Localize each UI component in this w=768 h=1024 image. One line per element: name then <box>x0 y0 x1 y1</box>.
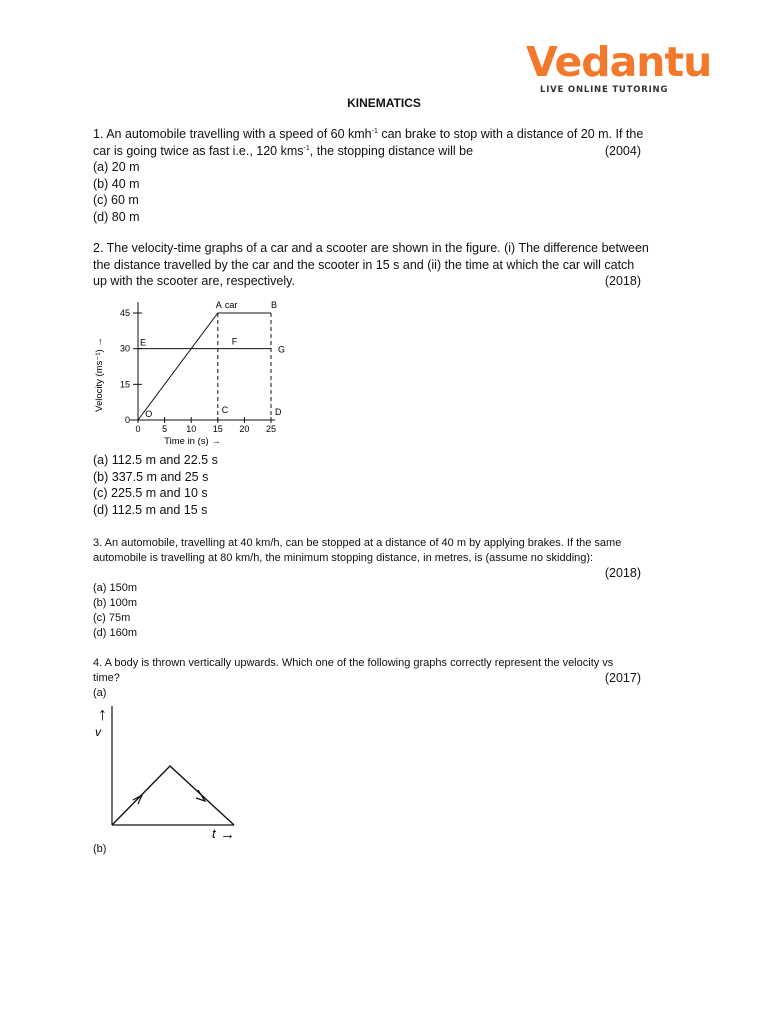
question-2 <box>93 240 683 290</box>
chart-point-label-O: O <box>145 409 153 419</box>
chart-point-label-E: E <box>140 337 147 348</box>
q3-option-b: (b) 100m <box>93 597 138 609</box>
q4-label-b: (b) <box>93 843 107 855</box>
chart-point-label-G: G <box>278 344 286 355</box>
logo-tagline: LIVE ONLINE TUTORING <box>540 85 669 95</box>
q3-line-1: 3. An automobile, travelling at 40 km/h, can be stopped at a distance of 40 m by applying brakes. If the same <box>93 537 622 549</box>
q1-option-c: (c) 60 m <box>93 193 139 207</box>
q2-line-3: up with the scooter are, respectively. (2018) <box>93 274 641 288</box>
chart-y-tick-label: 45 <box>119 308 130 318</box>
chart-point-label-C: C <box>221 405 229 415</box>
q1-option-d: (d) 80 m <box>93 209 140 224</box>
chart-x-tick-label: 20 <box>239 424 250 434</box>
q2-option-a: (a) 112.5 m and 22.5 s <box>93 453 218 467</box>
q1-option-b: (b) 40 m <box>93 176 140 191</box>
chart-y-axis-label: Velocity (ms⁻¹) → <box>94 337 105 412</box>
logo-wordmark: Vedantu <box>526 38 712 86</box>
graph-a-velocity-line <box>112 766 234 825</box>
question-2-options <box>93 452 683 518</box>
q4-line-1: 4. A body is thrown vertically upwards. Which one of the following graphs correctly represent the velocity vs <box>93 657 614 669</box>
chart-series-car <box>138 313 271 420</box>
t-axis-arrow: → <box>220 826 235 842</box>
chart-x-tick-label: 5 <box>162 424 168 434</box>
chart-x-tick-label: 10 <box>186 424 197 434</box>
q3-option-c: (c) 75m <box>93 612 131 624</box>
q2-line-1: 2. The velocity-time graphs of a car and a scooter are shown in the figure. (i) The difference between <box>93 241 649 255</box>
q2-option-c: (c) 225.5 m and 10 s <box>93 486 208 500</box>
v-axis-label: v <box>95 725 101 739</box>
chart-x-tick-label: 0 <box>135 424 141 434</box>
chart-x-tick-label: 15 <box>212 424 223 434</box>
question-3 <box>93 536 683 641</box>
q1-option-a: (a) 20 m <box>93 160 140 174</box>
q2-option-b: (b) 337.5 m and 25 s <box>93 469 209 484</box>
vedantu-logo <box>526 38 712 95</box>
q1-line-1: 1. An automobile travelling with a speed of 60 kmh$^{-1}$ can brake to stop with a distance of 20 m. If the <box>93 127 644 141</box>
q1-year: (2004) <box>604 143 641 158</box>
q1-line-2: car is going twice as fast i.e., 120 kms$^{-1}$, the stopping distance will be (2004) <box>93 143 641 158</box>
chart-point-label-D: D <box>275 407 282 417</box>
chart-y-tick-label: 0 <box>124 415 130 425</box>
chart-x-axis-label: Time in (s) → <box>164 436 221 447</box>
q2-line-2: the distance travelled by the car and the scooter in 15 s and (ii) the time at which the car will catch <box>93 257 635 272</box>
q4-line-2: time? (2017) <box>93 671 641 685</box>
velocity-time-chart <box>90 296 290 450</box>
page-title: KINEMATICS <box>347 96 421 110</box>
chart-point-label-A: A <box>215 300 222 310</box>
q3-line-2: automobile is travelling at 80 km/h, the minimum stopping distance, in metres, is (assume no skidding): <box>93 552 594 564</box>
chart-point-label-F: F <box>231 336 238 347</box>
q3-option-a: (a) 150m <box>93 582 138 594</box>
chart-y-tick-label: 15 <box>119 379 130 390</box>
chart-x-tick-label: 25 <box>265 424 277 434</box>
question-4 <box>93 656 683 701</box>
velocity-graph-a <box>88 700 248 842</box>
question-4-b <box>93 842 683 857</box>
q4-label-a: (a) <box>93 687 107 699</box>
question-1 <box>93 126 683 225</box>
chart-y-tick-label: 30 <box>119 343 130 354</box>
q4-year: (2017) <box>604 671 641 685</box>
q3-year-line <box>93 566 683 581</box>
v-axis-arrow: ↑ <box>98 704 107 724</box>
q3-year: (2018) <box>604 566 641 580</box>
t-axis-label: t <box>212 826 216 841</box>
q2-option-d: (d) 112.5 m and 15 s <box>93 502 208 517</box>
chart-point-label-car: car <box>224 300 238 310</box>
q2-year: (2018) <box>604 274 641 288</box>
chart-point-label-B: B <box>271 300 278 310</box>
q3-option-d: (d) 160m <box>93 627 138 639</box>
